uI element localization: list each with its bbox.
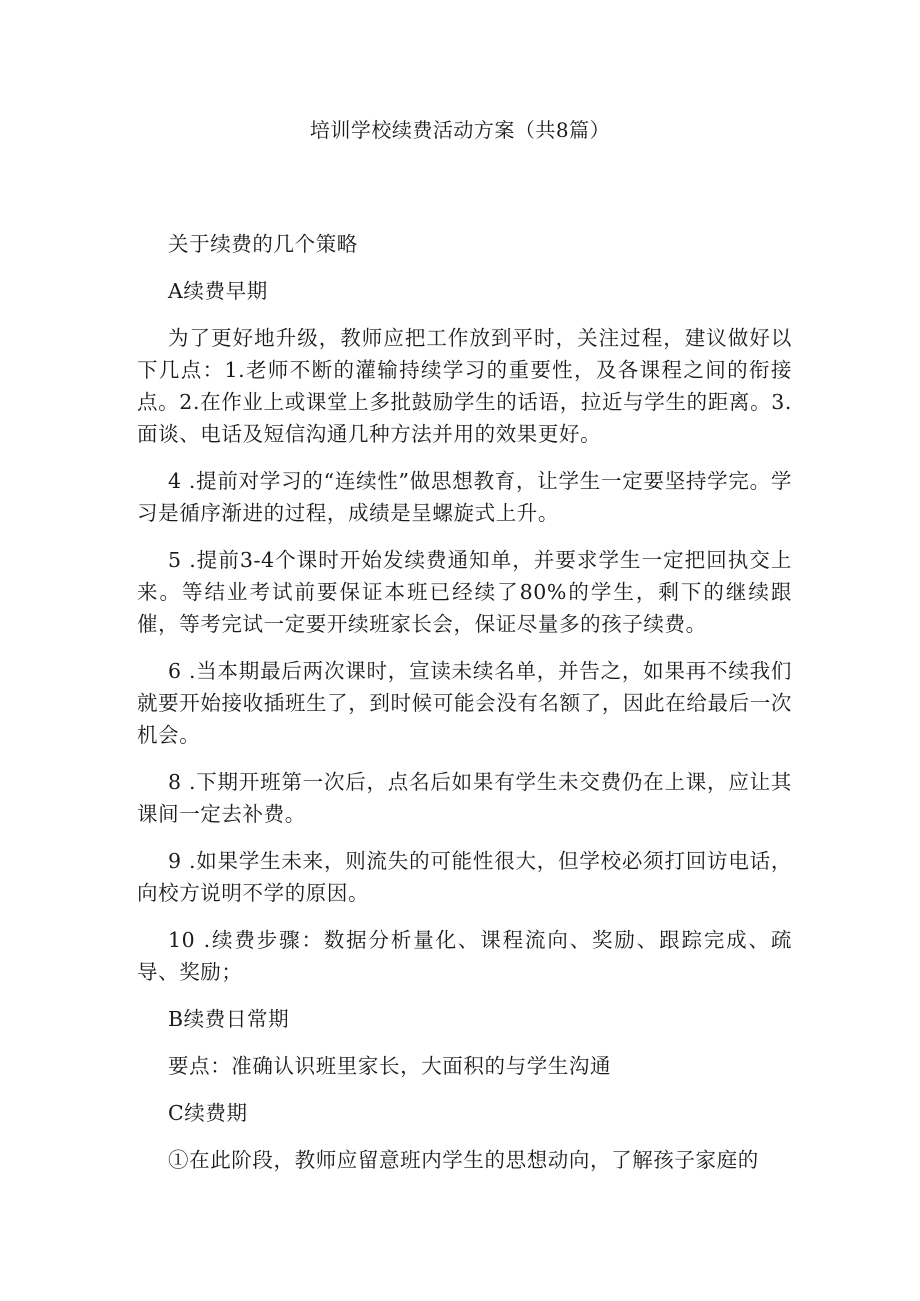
paragraph-upgrade-tips: 为了更好地升级，教师应把工作放到平时，关注过程，建议做好以下几点：1.老师不断的灌输持续学习的重要性，及各课程之间的衔接点。2.在作业上或课堂上多批鼓励学生的话语，拉近与学生的距离。3.面谈、电话及短信沟通几种方法并用的效果更好。 [137,326,792,446]
paragraph-item-9: 9 .如果学生未来，则流失的可能性很大，但学校必须打回访电话，向校方说明不学的原因。 [137,849,792,905]
paragraph-item-5: 5 .提前3-4个课时开始发续费通知单，并要求学生一定把回执交上来。等结业考试前要保证本班已经续了80%的学生，剩下的继续跟催，等考完试一定要开续班家长会，保证尽量多的孩子续费。 [137,548,792,636]
paragraph-stage-note: ①在此阶段，教师应留意班内学生的思想动向，了解孩子家庭的 [168,1148,759,1172]
document-title: 培训学校续费活动方案（共8篇） [309,118,611,142]
section-heading-daily-period: B续费日常期 [168,1007,290,1031]
section-heading-strategies: 关于续费的几个策略 [168,232,358,256]
paragraph-item-8: 8 .下期开班第一次后，点名后如果有学生未交费仍在上课，应让其课间一定去补费。 [137,770,792,826]
document-body [137,228,792,1191]
section-heading-renewal-period: C续费期 [168,1101,248,1125]
section-heading-early-period: A续费早期 [168,279,268,303]
paragraph-item-4: 4 .提前对学习的“连续性”做思想教育，让学生一定要坚持学完。学习是循序渐进的过程，成绩是呈螺旋式上升。 [137,469,792,525]
paragraph-item-10: 10 .续费步骤：数据分析量化、课程流向、奖励、跟踪完成、疏导、奖励； [137,928,792,984]
paragraph-key-point: 要点：准确认识班里家长，大面积的与学生沟通 [168,1054,612,1078]
paragraph-item-6: 6 .当本期最后两次课时，宣读未续名单，并告之，如果再不续我们就要开始接收插班生了，到时候可能会没有名额了，因此在给最后一次机会。 [137,659,792,747]
